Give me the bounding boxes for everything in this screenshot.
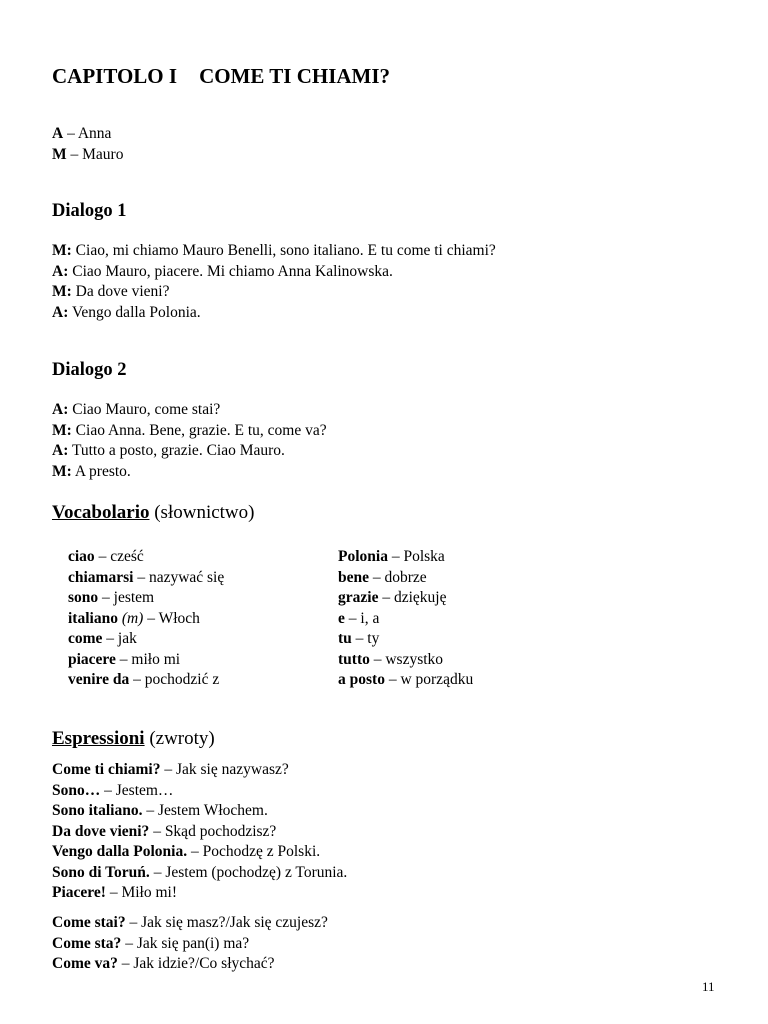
expression-meaning: – Jestem (pochodzę) z Torunia. <box>149 863 348 881</box>
expression-meaning: – Pochodzę z Polski. <box>187 843 321 860</box>
vocab-term: Polonia <box>338 548 388 565</box>
dialogue-text: A presto. <box>71 462 131 480</box>
vocab-entry <box>68 629 224 650</box>
speaker-row <box>52 124 123 145</box>
vocab-entry <box>68 609 224 630</box>
vocab-entry <box>338 609 473 630</box>
vocab-meaning: – wszystko <box>369 650 444 668</box>
dialogue-line <box>52 262 496 283</box>
vocabolario-subtitle: (słownictwo) <box>149 502 255 523</box>
expression-row <box>52 954 328 975</box>
dialogue-speaker: M: <box>52 462 72 480</box>
expression-phrase: Sono italiano. <box>52 802 143 819</box>
dialogue-text: Ciao, mi chiamo Mauro Benelli, sono italiano. E tu come ti chiami? <box>71 242 496 259</box>
dialogue-speaker: A: <box>52 401 69 418</box>
dialogue-text: Ciao Mauro, piacere. Mi chiamo Anna Kalinowska. <box>68 262 393 280</box>
expression-phrase: Piacere! <box>52 884 106 901</box>
espressioni-heading <box>52 728 215 750</box>
vocab-meaning: – ty <box>351 630 380 647</box>
expression-row <box>52 934 328 955</box>
vocab-meaning: – w porządku <box>384 671 474 688</box>
vocab-term: chiamarsi <box>68 568 134 586</box>
speaker-name: – Anna <box>67 125 112 142</box>
vocab-term: venire da <box>68 671 130 688</box>
expression-meaning: – Jestem… <box>100 781 174 799</box>
expression-row <box>52 913 328 934</box>
vocab-term: bene <box>338 568 369 586</box>
dialogue-text: Vengo dalla Polonia. <box>68 303 201 321</box>
page-number: 11 <box>702 979 715 994</box>
expression-meaning: – Jestem Włochem. <box>142 802 268 819</box>
expression-phrase: Sono… <box>52 781 101 799</box>
dialogue-text: Ciao Mauro, come stai? <box>68 401 221 418</box>
vocab-term: e <box>338 609 345 627</box>
expression-phrase: Da dove vieni? <box>52 822 150 840</box>
vocab-entry <box>68 650 224 671</box>
vocab-left-column <box>68 547 224 691</box>
vocab-note: (m) <box>117 609 144 627</box>
dialogue-speaker: M: <box>52 421 72 439</box>
vocab-entry <box>68 670 224 691</box>
vocab-term: come <box>68 630 103 647</box>
dialogo2-body <box>52 400 327 482</box>
vocab-term: ciao <box>68 548 95 565</box>
espressioni-title: Espressioni <box>52 728 145 749</box>
expression-meaning: – Miło mi! <box>105 884 177 901</box>
espressioni-subtitle: (zwroty) <box>144 728 215 749</box>
expression-phrase: Come stai? <box>52 914 126 931</box>
dialogue-line <box>52 303 496 324</box>
vocab-term: italiano <box>68 609 118 627</box>
expression-meaning: – Skąd pochodzisz? <box>149 822 277 840</box>
vocab-entry <box>338 629 473 650</box>
dialogue-line <box>52 421 327 442</box>
expression-meaning: – Jak idzie?/Co słychać? <box>117 955 275 972</box>
vocab-term: tu <box>338 630 352 647</box>
vocab-entry <box>338 670 473 691</box>
dialogue-line <box>52 441 327 462</box>
expression-phrase: Sono di Toruń. <box>52 863 150 881</box>
espressioni-group-2 <box>52 913 328 975</box>
expression-phrase: Come ti chiami? <box>52 761 161 778</box>
expression-row <box>52 863 347 884</box>
expression-row <box>52 842 347 863</box>
dialogue-speaker: A: <box>52 262 69 280</box>
vocab-entry <box>68 568 224 589</box>
dialogo1-body <box>52 241 496 323</box>
vocab-entry <box>338 568 473 589</box>
vocab-meaning: – Włoch <box>143 609 200 627</box>
dialogue-line <box>52 241 496 262</box>
vocab-term: piacere <box>68 650 116 668</box>
dialogo2-heading: Dialogo 2 <box>52 360 127 380</box>
dialogo1-heading: Dialogo 1 <box>52 201 127 221</box>
speaker-abbr: A <box>52 125 64 142</box>
dialogue-speaker: A: <box>52 442 69 459</box>
chapter-heading: COME TI CHIAMI? <box>199 64 391 88</box>
dialogue-speaker: M: <box>52 283 72 300</box>
expression-meaning: – Jak się nazywasz? <box>160 761 289 778</box>
vocab-entry <box>338 650 473 671</box>
expression-phrase: Come va? <box>52 955 118 972</box>
expression-row <box>52 822 347 843</box>
vocab-meaning: – miło mi <box>115 650 181 668</box>
dialogue-line <box>52 400 327 421</box>
vocab-meaning: – dziękuję <box>378 589 447 606</box>
dialogue-line <box>52 462 327 483</box>
vocab-term: grazie <box>338 589 379 606</box>
vocab-meaning: – cześć <box>94 548 144 565</box>
vocab-entry <box>68 588 224 609</box>
expression-phrase: Come sta? <box>52 934 122 952</box>
vocab-right-column <box>338 547 473 691</box>
vocab-entry <box>68 547 224 568</box>
vocab-meaning: – nazywać się <box>133 568 225 586</box>
dialogue-text: Ciao Anna. Bene, grazie. E tu, come va? <box>71 421 327 439</box>
expression-meaning: – Jak się masz?/Jak się czujesz? <box>125 914 328 931</box>
dialogue-line <box>52 282 496 303</box>
vocab-entry <box>338 588 473 609</box>
dialogue-speaker: M: <box>52 242 72 259</box>
vocab-term: sono <box>68 589 99 606</box>
vocab-meaning: – jak <box>102 630 137 647</box>
expression-row <box>52 760 347 781</box>
vocab-meaning: – i, a <box>344 609 380 627</box>
expression-phrase: Vengo dalla Polonia. <box>52 843 188 860</box>
speaker-abbr: M <box>52 145 67 163</box>
speaker-name: – Mauro <box>70 145 124 163</box>
vocab-term: tutto <box>338 650 370 668</box>
speaker-row <box>52 145 123 166</box>
expression-row <box>52 781 347 802</box>
vocabolario-heading <box>52 502 254 524</box>
expression-row <box>52 801 347 822</box>
espressioni-group-1 <box>52 760 347 904</box>
dialogue-text: Da dove vieni? <box>71 283 170 300</box>
vocab-meaning: – Polska <box>387 548 445 565</box>
dialogue-text: Tutto a posto, grazie. Ciao Mauro. <box>68 442 285 459</box>
vocabolario-title: Vocabolario <box>52 502 150 523</box>
vocab-term: a posto <box>338 671 385 688</box>
dialogue-speaker: A: <box>52 303 69 321</box>
vocab-meaning: – pochodzić z <box>129 671 220 688</box>
expression-meaning: – Jak się pan(i) ma? <box>121 934 250 952</box>
expression-row <box>52 883 347 904</box>
speaker-legend <box>52 124 123 165</box>
chapter-label: CAPITOLO I <box>52 64 178 88</box>
vocab-entry <box>338 547 473 568</box>
vocab-meaning: – dobrze <box>369 568 427 586</box>
vocab-meaning: – jestem <box>98 589 155 606</box>
chapter-title <box>52 64 390 89</box>
